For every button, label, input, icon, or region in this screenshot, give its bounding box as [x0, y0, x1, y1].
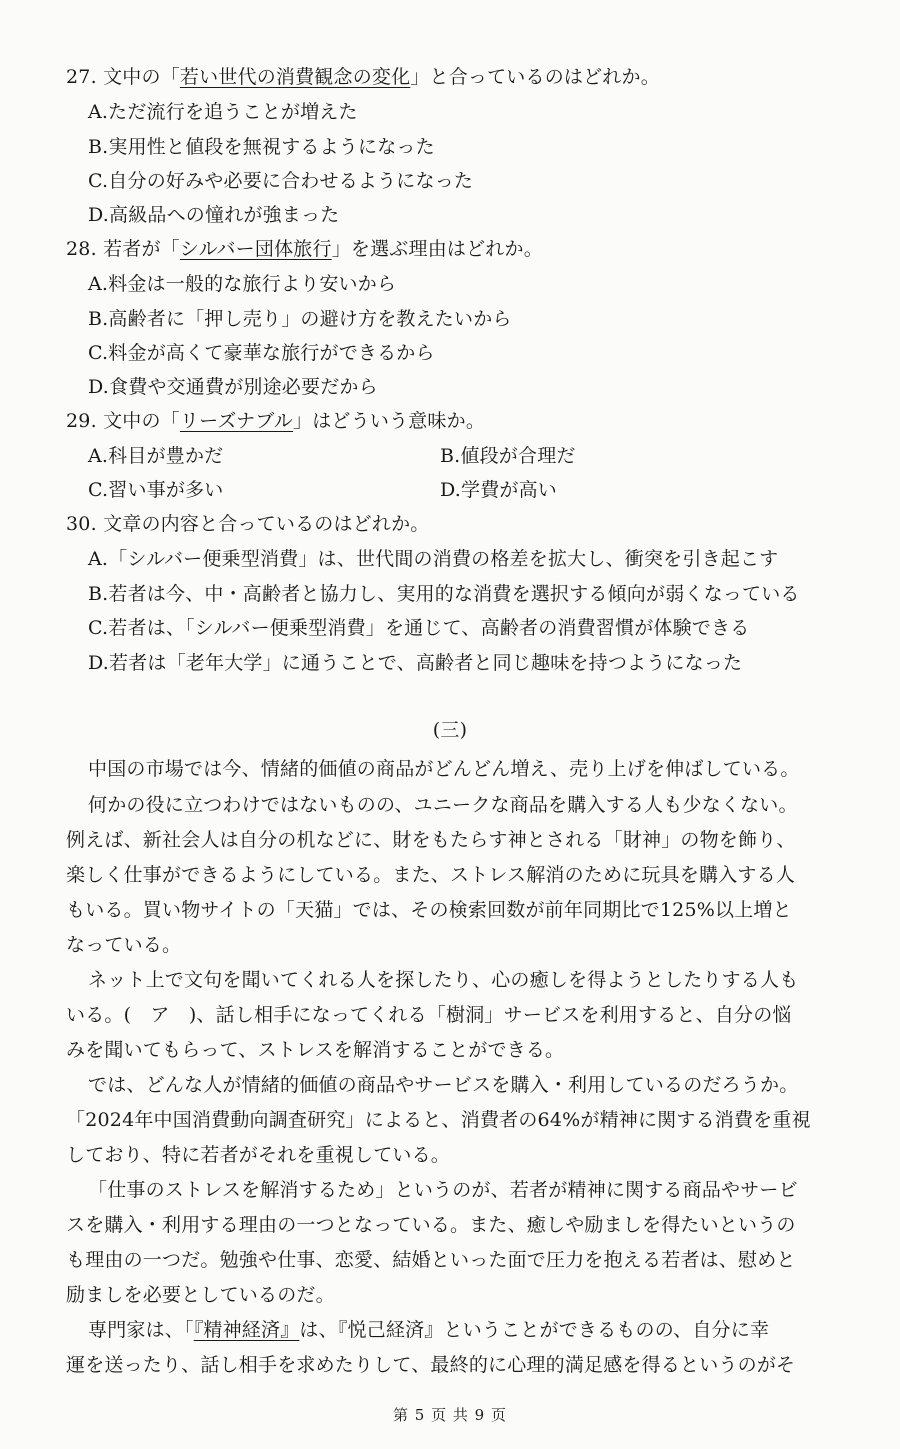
passage-line: 運を送ったり、話し相手を求めたりして、最終的に心理的満足感を得るというのがそ: [66, 1354, 796, 1376]
passage-line: [88, 1317, 769, 1343]
option-27-b: B.実用性と値段を無視するようになった: [88, 136, 435, 158]
passage-line: いる。( ア )、話し相手になってくれる「樹洞」サービスを利用すると、自分の悩: [66, 1004, 792, 1026]
option-28-b: B.高齢者に「押し売り」の避け方を教えたいから: [88, 308, 512, 330]
question-29-stem: [66, 408, 485, 434]
page-number: 第 5 页 共 9 页: [393, 1406, 507, 1424]
passage-line: も理由の一つだ。勉強や仕事、恋愛、結婚といった面で圧力を抱える若者は、慰めと: [66, 1249, 796, 1271]
underlined-phrase: 『精神経済』: [193, 1319, 300, 1341]
passage-line: では、どんな人が情緒的価値の商品やサービスを購入・利用しているのだろうか。: [88, 1074, 799, 1096]
underlined-phrase: シルバー団体旅行: [179, 238, 332, 260]
passage-line: なっている。: [66, 934, 182, 956]
passage-line: 楽しく仕事ができるようにしている。また、ストレス解消のために玩具を購入する人: [66, 864, 796, 886]
stem-text: 文中の「: [103, 410, 180, 432]
question-number: 28.: [66, 238, 97, 260]
option-30-d: D.若者は「老年大学」に通うことで、高齢者と同じ趣味を持つようになった: [88, 652, 743, 674]
stem-text: 文中の「: [103, 66, 180, 88]
section-title: (三): [432, 719, 468, 741]
passage-text: は、『悦己経済』ということができるものの、自分に幸: [299, 1319, 770, 1341]
option-29-a: A.科目が豊かだ: [88, 445, 224, 467]
passage-line: 励ましを必要としているのだ。: [66, 1284, 335, 1306]
passage-line: 「2024年中国消費動向調査研究」によると、消費者の64%が精神に関する消費を重視: [66, 1109, 811, 1131]
stem-text: 」と合っているのはどれか。: [410, 66, 660, 88]
passage-line: 中国の市場では今、情緒的価値の商品がどんどん増え、売り上げを伸ばしている。: [88, 758, 800, 780]
passage-line: しており、特に若者がそれを重視している。: [66, 1144, 451, 1166]
passage-line: スを購入・利用する理由の一つとなっている。また、癒しや励ましを得たいというの: [66, 1214, 796, 1236]
stem-text: 」を選ぶ理由はどれか。: [331, 238, 543, 260]
option-30-a: A.「シルバー便乗型消費」は、世代間の消費の格差を拡大し、衝突を引き起こす: [88, 548, 779, 570]
underlined-phrase: リーズナブル: [179, 410, 294, 432]
passage-line: 例えば、新社会人は自分の机などに、財をもたらす神とされる「財神」の物を飾り、: [66, 829, 796, 851]
option-28-d: D.食費や交通費が別途必要だから: [88, 376, 378, 398]
option-29-b: B.値段が合理だ: [440, 445, 576, 467]
question-number: 27.: [66, 66, 97, 88]
question-30-stem: [66, 511, 429, 537]
option-27-a: A.ただ流行を追うことが増えた: [88, 101, 358, 123]
option-29-c: C.習い事が多い: [88, 479, 224, 501]
passage-line: もいる。買い物サイトの「天猫」では、その検索回数が前年同期比で125%以上増と: [66, 899, 792, 921]
passage-line: みを聞いてもらって、ストレスを解消することができる。: [66, 1039, 565, 1061]
passage-line: 何かの役に立つわけではないものの、ユニークな商品を購入する人も少なくない。: [88, 794, 798, 816]
option-30-c: C.若者は、「シルバー便乗型消費」を通じて、高齢者の消費習慣が体験できる: [88, 617, 750, 639]
question-number: 29.: [66, 410, 97, 432]
option-28-a: A.料金は一般的な旅行より安いから: [88, 273, 397, 295]
passage-line: 「仕事のストレスを解消するため」というのが、若者が精神に関する商品やサービ: [88, 1179, 798, 1201]
underlined-phrase: 若い世代の消費観念の変化: [179, 66, 411, 88]
question-28-stem: [66, 236, 543, 262]
option-28-c: C.料金が高くて豪華な旅行ができるから: [88, 342, 435, 364]
option-29-d: D.学費が高い: [440, 479, 557, 501]
stem-text: 」はどういう意味か。: [293, 410, 486, 432]
option-27-d: D.高級品への憧れが強まった: [88, 204, 340, 226]
stem-text: 文章の内容と合っているのはどれか。: [103, 513, 430, 535]
passage-line: ネット上で文句を聞いてくれる人を探したり、心の癒しを得ようとしたりする人も: [88, 969, 799, 991]
option-30-b: B.若者は今、中・高齢者と協力し、実用的な消費を選択する傾向が弱くなっている: [88, 583, 800, 605]
question-number: 30.: [66, 513, 97, 535]
option-27-c: C.自分の好みや必要に合わせるようになった: [88, 170, 474, 192]
question-27-stem: [66, 64, 660, 90]
stem-text: 若者が「: [103, 238, 180, 260]
passage-text: 専門家は、「: [88, 1319, 194, 1341]
